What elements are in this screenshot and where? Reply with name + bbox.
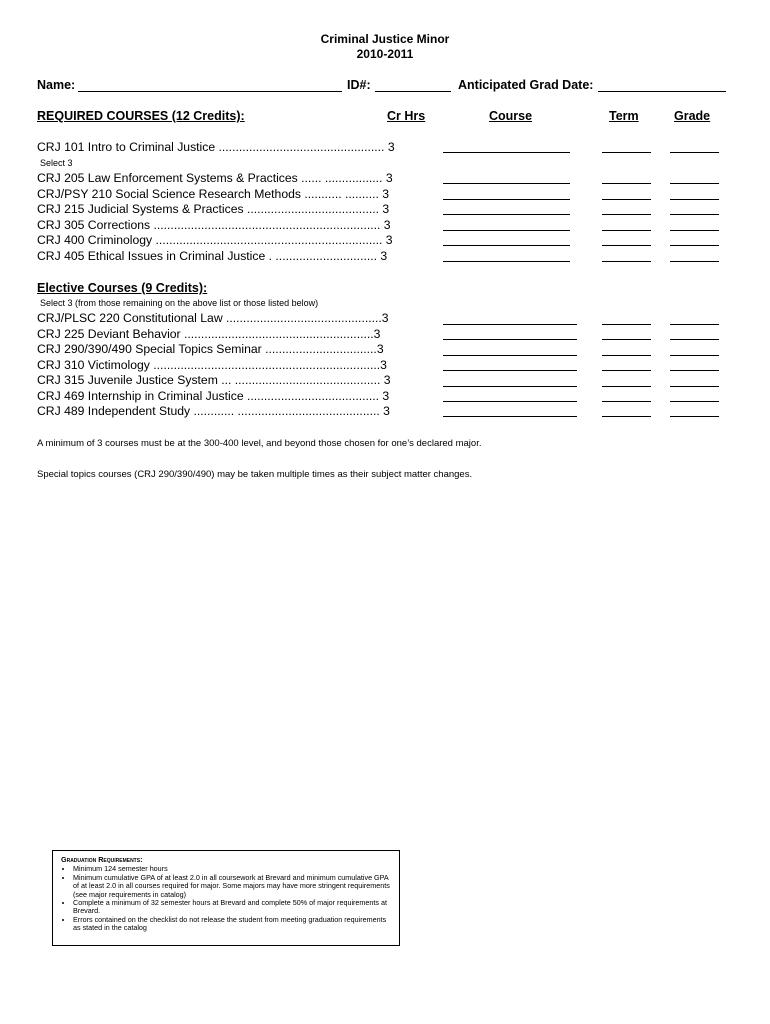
grade-field[interactable]: [670, 230, 719, 231]
term-field[interactable]: [602, 401, 651, 402]
required-course-row: CRJ 305 Corrections ................................................................... 3: [37, 218, 391, 232]
name-label: Name:: [37, 78, 76, 92]
term-field[interactable]: [602, 324, 651, 325]
elective-course-row: CRJ 315 Juvenile Justice System ... ........................................... 3: [37, 373, 391, 387]
required-course-crj101: CRJ 101 Intro to Criminal Justice ................................................. 3: [37, 140, 395, 154]
course-field[interactable]: [443, 214, 570, 215]
course-field[interactable]: [443, 245, 570, 246]
elective-select-note: Select 3 (from those remaining on the above list or those listed below): [40, 298, 319, 308]
term-field[interactable]: [602, 339, 651, 340]
course-field[interactable]: [443, 183, 570, 184]
elective-course-row: CRJ 469 Internship in Criminal Justice ....................................... 3: [37, 389, 390, 403]
col-grade: Grade: [674, 109, 711, 123]
grade-field[interactable]: [670, 261, 719, 262]
graduation-requirements-box: [52, 850, 400, 946]
elective-course-row: CRJ 489 Independent Study ............ .......................................... 3: [37, 404, 390, 418]
required-course-row: CRJ 400 Criminology ................................................................... 3: [37, 233, 393, 247]
grad-date-field[interactable]: [598, 91, 726, 92]
grade-field[interactable]: [670, 152, 719, 153]
term-field[interactable]: [602, 183, 651, 184]
level-note: A minimum of 3 courses must be at the 300-400 level, and beyond those chosen for one’s declared major.: [37, 438, 482, 449]
course-field[interactable]: [443, 230, 570, 231]
course-field[interactable]: [443, 152, 570, 153]
grade-field[interactable]: [670, 370, 719, 371]
course-field[interactable]: [443, 339, 577, 340]
elective-course-row: CRJ 225 Deviant Behavior ........................................................3: [37, 327, 381, 341]
academic-year: 2010-2011: [356, 47, 414, 61]
course-field[interactable]: [443, 199, 570, 200]
term-field[interactable]: [602, 386, 651, 387]
term-field[interactable]: [602, 245, 651, 246]
grade-field[interactable]: [670, 199, 719, 200]
graduation-item: • Minimum 124 semester hours: [73, 865, 391, 873]
term-field[interactable]: [602, 416, 651, 417]
grade-field[interactable]: [670, 183, 719, 184]
required-course-row: CRJ/PSY 210 Social Science Research Methods ........... .......... 3: [37, 187, 390, 201]
required-course-row: CRJ 405 Ethical Issues in Criminal Justice . .............................. 3: [37, 249, 388, 263]
required-heading: REQUIRED COURSES (12 Credits):: [37, 109, 245, 123]
course-field[interactable]: [443, 401, 577, 402]
required-select-note: Select 3: [40, 158, 73, 168]
grade-field[interactable]: [670, 416, 719, 417]
special-topics-note: Special topics courses (CRJ 290/390/490) may be taken multiple times as their subject matter changes.: [37, 469, 473, 480]
term-field[interactable]: [602, 230, 651, 231]
grade-field[interactable]: [670, 214, 719, 215]
graduation-item: • Errors contained on the checklist do not release the student from meeting graduation requirements as stated in the catalog: [73, 916, 391, 933]
term-field[interactable]: [602, 370, 651, 371]
grade-field[interactable]: [670, 355, 719, 356]
grad-date-label: Anticipated Grad Date:: [458, 78, 594, 92]
course-field[interactable]: [443, 416, 577, 417]
graduation-heading: Graduation Requirements:: [61, 855, 143, 864]
term-field[interactable]: [602, 152, 651, 153]
term-field[interactable]: [602, 214, 651, 215]
course-field[interactable]: [443, 370, 577, 371]
grade-field[interactable]: [670, 401, 719, 402]
name-field[interactable]: [78, 91, 342, 92]
col-term: Term: [609, 109, 639, 123]
grade-field[interactable]: [670, 339, 719, 340]
term-field[interactable]: [602, 261, 651, 262]
elective-course-row: CRJ 310 Victimology ...................................................................3: [37, 358, 387, 372]
page-title: Criminal Justice Minor: [320, 32, 450, 46]
term-field[interactable]: [602, 199, 651, 200]
course-field[interactable]: [443, 324, 577, 325]
grade-field[interactable]: [670, 245, 719, 246]
elective-heading: Elective Courses (9 Credits):: [37, 281, 208, 295]
required-course-row: CRJ 205 Law Enforcement Systems & Practices ...... ................. 3: [37, 171, 393, 185]
grade-field[interactable]: [670, 386, 719, 387]
graduation-item: • Complete a minimum of 32 semester hours at Brevard and complete 50% of major requirements at Brevard.: [73, 899, 391, 916]
graduation-item: • Minimum cumulative GPA of at least 2.0 in all coursework at Brevard and minimum cumulative GPA of at least 2.0 in all courses required for major. Some majors may have more stringent requirements (see major requirements in catalog): [73, 874, 391, 899]
id-label: ID#:: [347, 78, 371, 92]
course-field[interactable]: [443, 355, 577, 356]
term-field[interactable]: [602, 355, 651, 356]
course-field[interactable]: [443, 261, 570, 262]
grade-field[interactable]: [670, 324, 719, 325]
required-course-row: CRJ 215 Judicial Systems & Practices ....................................... 3: [37, 202, 390, 216]
graduation-list: [61, 865, 391, 932]
col-cr-hrs: Cr Hrs: [387, 109, 426, 123]
id-field[interactable]: [375, 91, 451, 92]
course-field[interactable]: [443, 386, 577, 387]
elective-course-row: CRJ/PLSC 220 Constitutional Law ..............................................3: [37, 311, 389, 325]
col-course: Course: [489, 109, 533, 123]
elective-course-row: CRJ 290/390/490 Special Topics Seminar .................................3: [37, 342, 384, 356]
